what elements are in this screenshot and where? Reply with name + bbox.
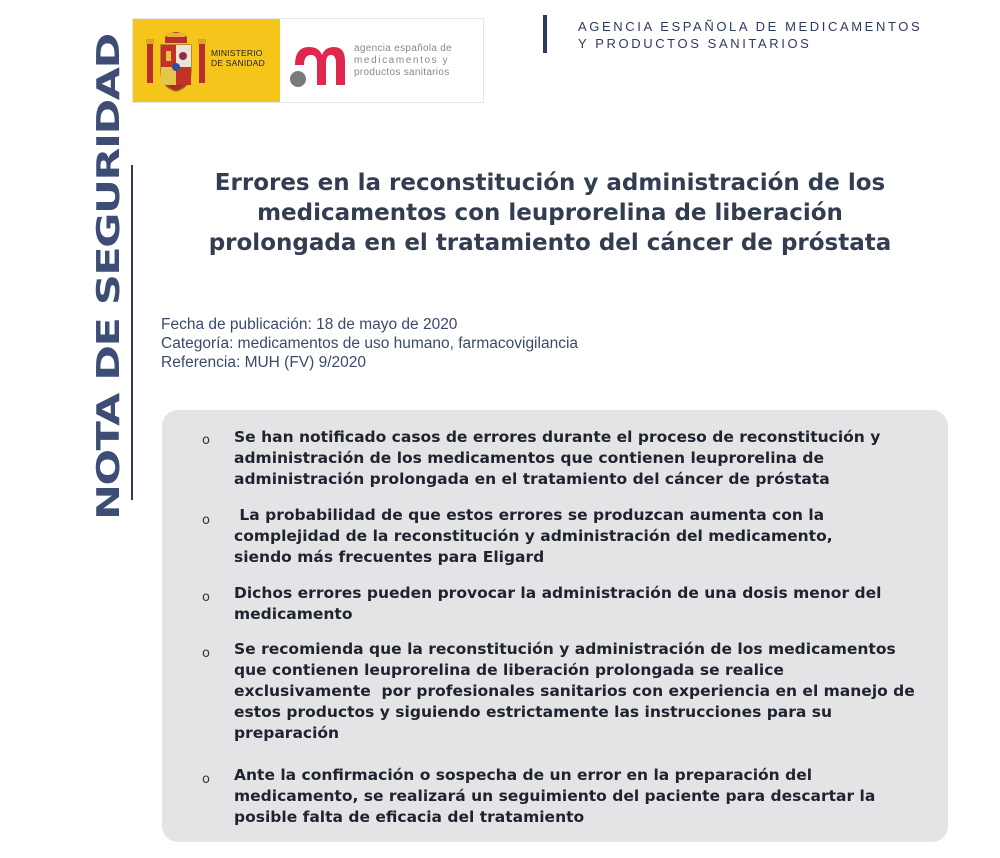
key-point (234, 427, 934, 490)
bullet-icon: o (202, 513, 210, 528)
ministry-line-2: DE SANIDAD (211, 58, 265, 68)
key-point-line: medicamento, se realizará un seguimiento del paciente para descartar la (234, 787, 876, 805)
key-point-line: exclusivamente por profesionales sanitarios con experiencia en el manejo de (234, 682, 915, 700)
title-line-1: Errores en la reconstitución y administración de los (214, 170, 886, 196)
bullet-icon: o (202, 590, 210, 605)
publication-date: Fecha de publicación: 18 de mayo de 2020 (161, 316, 458, 333)
key-point-line: administración prolongada en el tratamiento del cáncer de próstata (234, 470, 830, 488)
coat-of-arms-icon (145, 27, 207, 95)
document-type-label: NOTA DE SEGURIDAD (90, 34, 127, 520)
bullet-icon: o (202, 433, 210, 448)
key-point (234, 583, 934, 625)
key-point-line: administración de los medicamentos que contienen leuprorelina de (234, 449, 825, 467)
publication-reference: Referencia: MUH (FV) 9/2020 (161, 354, 367, 371)
key-points-box (162, 410, 948, 842)
publication-category: Categoría: medicamentos de uso humano, farmacovigilancia (161, 335, 579, 352)
key-point-line: La probabilidad de que estos errores se produzcan aumenta con la (234, 506, 825, 524)
key-point-line: complejidad de la reconstitución y administración del medicamento, (234, 527, 833, 545)
aemps-logo-text (354, 43, 452, 79)
key-point-line: Dichos errores pueden provocar la administración de una dosis menor del (234, 584, 882, 602)
side-divider (131, 165, 133, 500)
ministry-name (211, 48, 265, 68)
publication-metadata (161, 315, 578, 372)
agency-name-line-1: AGENCIA ESPAÑOLA DE MEDICAMENTOS (578, 19, 923, 34)
page-title (160, 168, 940, 258)
bullet-icon: o (202, 772, 210, 787)
header-logos (132, 18, 484, 103)
aemps-logo (281, 19, 483, 102)
aemps-logo-line-1: agencia española de (354, 43, 452, 54)
key-point-line: Se han notificado casos de errores durante el proceso de reconstitución y (234, 428, 881, 446)
key-point-line: Se recomienda que la reconstitución y administración de los medicamentos (234, 640, 896, 658)
key-point-line: siendo más frecuentes para Eligard (234, 548, 545, 566)
header-divider (543, 15, 547, 53)
aemps-logo-line-2: medicamentos y (354, 55, 450, 66)
agency-name-line-2: Y PRODUCTOS SANITARIOS (578, 36, 812, 51)
title-line-2: medicamentos con leuprorelina de liberación (257, 200, 843, 226)
aemps-logo-line-3: productos sanitarios (354, 67, 450, 78)
key-point-line: que contienen leuprorelina de liberación prolongada se realice (234, 661, 784, 679)
key-point-line: medicamento (234, 605, 353, 623)
key-point-line: Ante la confirmación o sospecha de un error en la preparación del (234, 766, 813, 784)
key-point-line: estos productos y siguiendo estrictamente las instrucciones para su (234, 703, 833, 721)
ministry-line-1: MINISTERIO (211, 48, 263, 58)
key-point (234, 639, 934, 744)
ministry-logo (133, 19, 280, 102)
agency-name (578, 18, 922, 52)
key-point-line: preparación (234, 724, 340, 742)
bullet-icon: o (202, 646, 210, 661)
aemps-mark-icon (287, 39, 349, 89)
key-point-line: posible falta de eficacia del tratamiento (234, 808, 585, 826)
key-point (234, 505, 934, 568)
title-line-3: prolongada en el tratamiento del cáncer de próstata (208, 230, 892, 256)
key-point (234, 765, 934, 828)
